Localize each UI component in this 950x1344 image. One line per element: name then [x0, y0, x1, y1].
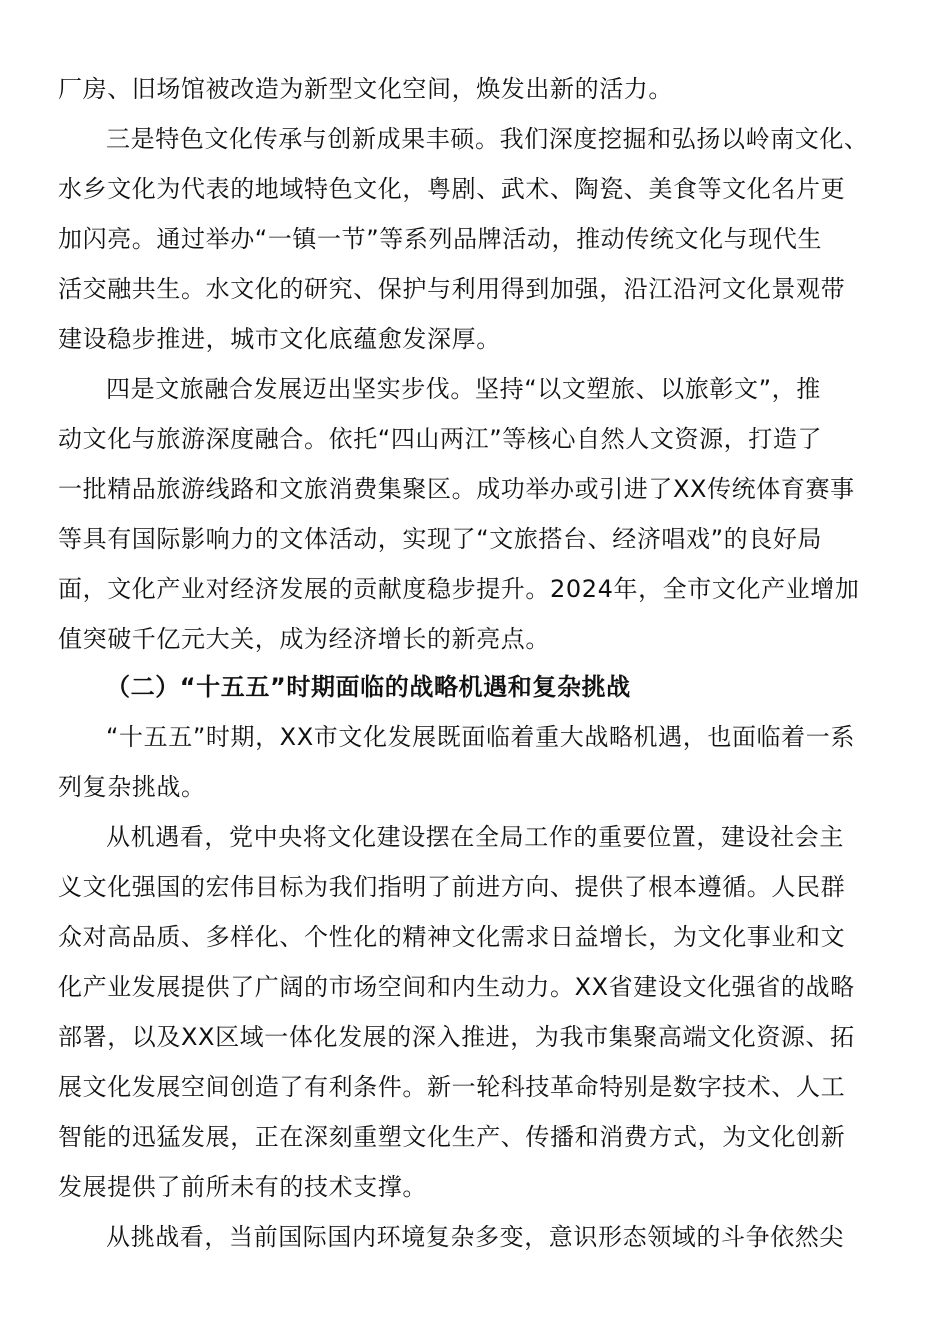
text-line: 面，文化产业对经济发展的贡献度稳步提升。2024年，全市文化产业增加	[58, 575, 860, 603]
paragraph-start-line: 四是文旅融合发展迈出坚实步伐。坚持“以文塑旅、以旅彰文”，推	[106, 375, 821, 403]
text-line: 智能的迅猛发展，正在深刻重塑文化生产、传播和消费方式，为文化创新	[58, 1123, 846, 1151]
text-line: 建设稳步推进，城市文化底蕴愈发深厚。	[58, 325, 501, 353]
paragraph-start-line: 从挑战看，当前国际国内环境复杂多变，意识形态领域的斗争依然尖	[106, 1223, 844, 1251]
text-line: 列复杂挑战。	[58, 773, 206, 801]
text-line: 等具有国际影响力的文体活动，实现了“文旅搭台、经济唱戏”的良好局	[58, 525, 823, 553]
section-heading: （二）“十五五”时期面临的战略机遇和复杂挑战	[106, 673, 631, 701]
text-line: 一批精品旅游线路和文旅消费集聚区。成功举办或引进了XX传统体育赛事	[58, 475, 855, 503]
text-line: 水乡文化为代表的地域特色文化，粤剧、武术、陶瓷、美食等文化名片更	[58, 175, 846, 203]
text-line: 部署，以及XX区域一体化发展的深入推进，为我市集聚高端文化资源、拓	[58, 1023, 855, 1051]
paragraph-start-line: 三是特色文化传承与创新成果丰硕。我们深度挖掘和弘扬以岭南文化、	[106, 125, 869, 153]
text-line: 加闪亮。通过举办“一镇一节”等系列品牌活动，推动传统文化与现代生	[58, 225, 823, 253]
paragraph-start-line: “十五五”时期，XX市文化发展既面临着重大战略机遇，也面临着一系	[106, 723, 855, 751]
text-line: 值突破千亿元大关，成为经济增长的新亮点。	[58, 625, 550, 653]
paragraph-start-line: 从机遇看，党中央将文化建设摆在全局工作的重要位置，建设社会主	[106, 823, 844, 851]
text-line: 化产业发展提供了广阔的市场空间和内生动力。XX省建设文化强省的战略	[58, 973, 855, 1001]
text-line: 厂房、旧场馆被改造为新型文化空间，焕发出新的活力。	[58, 75, 673, 103]
text-line: 义文化强国的宏伟目标为我们指明了前进方向、提供了根本遵循。人民群	[58, 873, 846, 901]
text-line: 展文化发展空间创造了有利条件。新一轮科技革命特别是数字技术、人工	[58, 1073, 846, 1101]
text-line: 活交融共生。水文化的研究、保护与利用得到加强，沿江沿河文化景观带	[58, 275, 846, 303]
text-line: 众对高品质、多样化、个性化的精神文化需求日益增长，为文化事业和文	[58, 923, 846, 951]
text-line: 动文化与旅游深度融合。依托“四山两江”等核心自然人文资源，打造了	[58, 425, 823, 453]
text-line: 发展提供了前所未有的技术支撑。	[58, 1173, 427, 1201]
